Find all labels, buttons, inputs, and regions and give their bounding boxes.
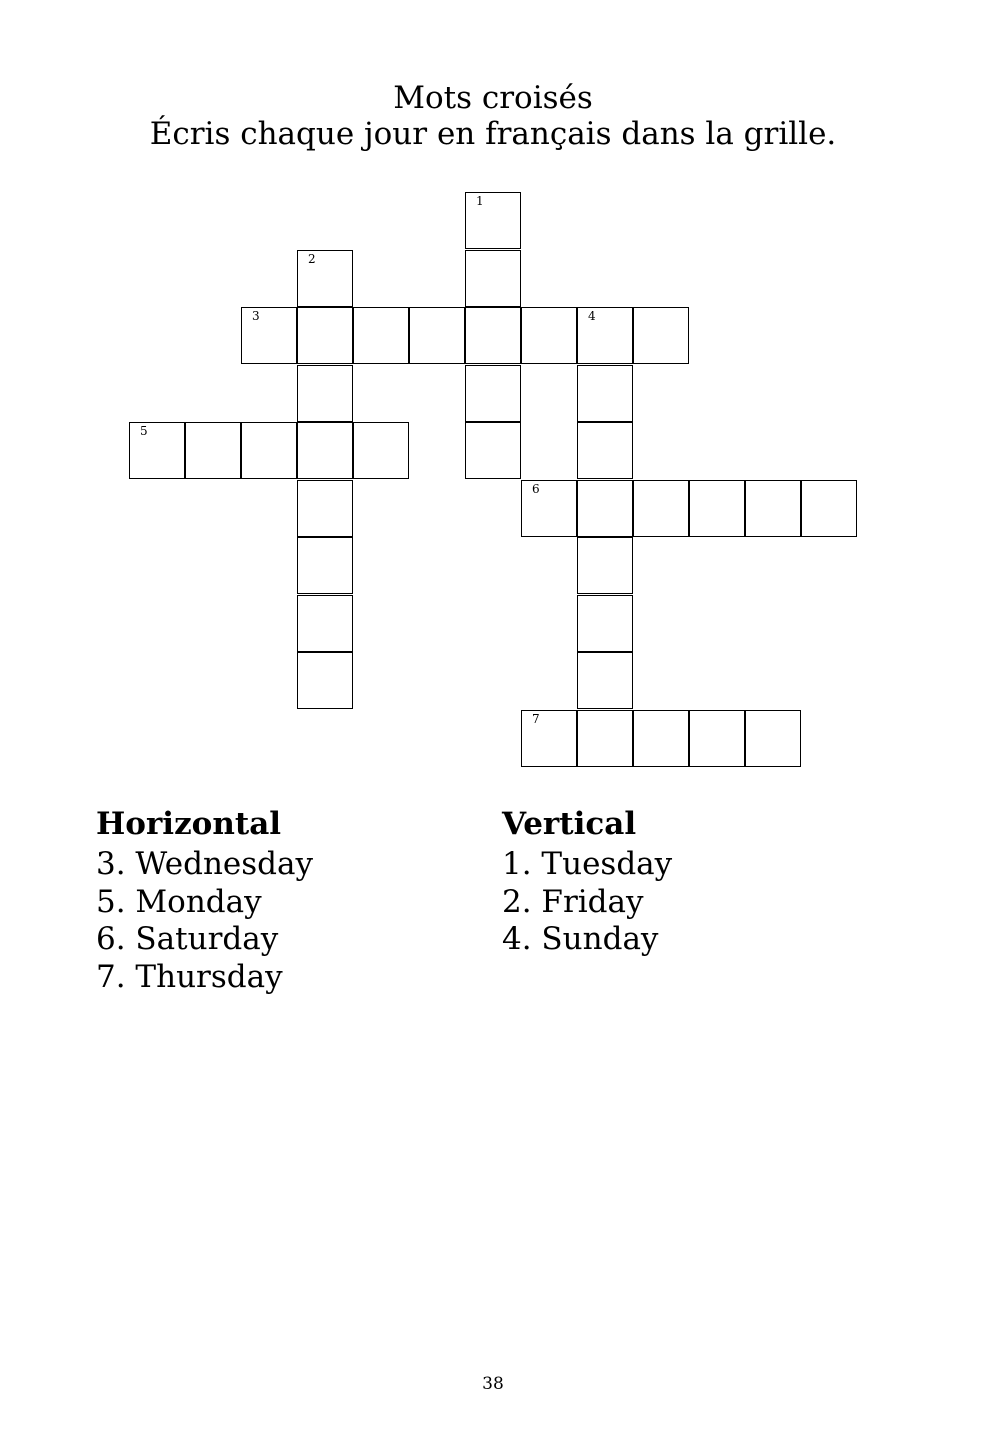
clue-number: 7	[532, 711, 540, 726]
page-number: 38	[482, 1374, 504, 1394]
clue-number: 3	[252, 309, 260, 323]
grid-cell[interactable]	[297, 307, 353, 364]
grid-cell[interactable]	[577, 652, 633, 709]
grid-cell[interactable]	[353, 307, 409, 364]
clue-across-3: 3. Wednesday	[96, 846, 314, 882]
instructions: Écris chaque jour en français dans la grille.	[149, 116, 837, 152]
grid-cell[interactable]	[465, 307, 521, 364]
across-clues	[96, 806, 313, 996]
grid-cell[interactable]	[745, 710, 801, 767]
grid-cell[interactable]	[465, 365, 521, 422]
grid-cell[interactable]	[577, 710, 633, 767]
grid-cell[interactable]	[297, 422, 353, 479]
grid-cell[interactable]	[297, 652, 353, 709]
grid-cell[interactable]	[745, 480, 801, 537]
grid-cell[interactable]	[521, 480, 577, 537]
grid-cell[interactable]	[577, 595, 633, 652]
clue-number: 2	[308, 251, 316, 266]
across-heading: Horizontal	[96, 806, 282, 842]
grid-cell[interactable]	[633, 480, 689, 537]
grid-cell[interactable]	[577, 537, 633, 594]
clue-number: 6	[532, 481, 540, 496]
clue-number: 5	[140, 424, 148, 438]
grid-cell[interactable]	[297, 365, 353, 422]
clue-number: 4	[588, 309, 596, 323]
grid-cell[interactable]	[521, 307, 577, 364]
grid-cell[interactable]	[577, 307, 633, 364]
grid-cell[interactable]	[353, 422, 409, 479]
clue-across-6: 6. Saturday	[96, 921, 279, 957]
grid-cell[interactable]	[129, 422, 185, 479]
grid-cell[interactable]	[521, 710, 577, 767]
grid-cell[interactable]	[465, 250, 521, 307]
grid-cell[interactable]	[241, 422, 297, 479]
grid-cell[interactable]	[577, 422, 633, 479]
grid-cell[interactable]	[297, 537, 353, 594]
grid-cell[interactable]	[297, 595, 353, 652]
grid-cell[interactable]	[297, 250, 353, 307]
grid-cell[interactable]	[409, 307, 465, 364]
grid-cell[interactable]	[241, 307, 297, 364]
grid-cell[interactable]	[297, 480, 353, 537]
grid-cell[interactable]	[577, 365, 633, 422]
grid-cell[interactable]	[577, 480, 633, 537]
grid-cell[interactable]	[633, 710, 689, 767]
clue-down-2: 2. Friday	[502, 883, 644, 920]
grid-cell[interactable]	[689, 710, 745, 767]
down-clues	[502, 806, 672, 959]
down-heading: Vertical	[502, 806, 637, 842]
clue-across-7: 7. Thursday	[96, 958, 283, 995]
grid-cell[interactable]	[185, 422, 241, 479]
grid-cell[interactable]	[633, 307, 689, 364]
clue-across-5: 5. Monday	[96, 883, 262, 920]
grid-cell[interactable]	[801, 480, 857, 537]
clue-number: 1	[476, 194, 484, 208]
clue-down-4: 4. Sunday	[502, 921, 659, 957]
grid-cell[interactable]	[465, 192, 521, 249]
grid-cell[interactable]	[689, 480, 745, 537]
clue-down-1: 1. Tuesday	[502, 846, 673, 882]
grid-cell[interactable]	[465, 422, 521, 479]
page-title: Mots croisés	[393, 80, 593, 116]
